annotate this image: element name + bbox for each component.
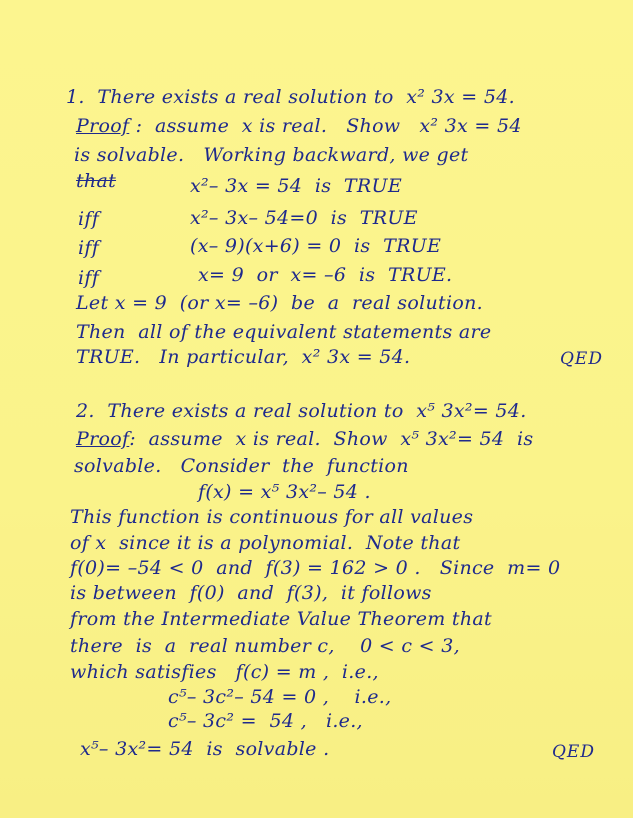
problem2-qed: QED <box>552 742 595 762</box>
problem1-proof-rest: : assume x is real. Show x² 3x = 54 <box>129 115 522 137</box>
problem1-eq4: x= 9 or x= –6 is TRUE. <box>198 264 453 286</box>
problem1-eq3: (x– 9)(x+6) = 0 is TRUE <box>190 235 442 257</box>
problem2-fx: f(x) = x⁵ 3x²– 54 . <box>198 481 371 503</box>
problem2-line9: from the Intermediate Value Theorem that <box>70 608 492 630</box>
problem1-line3: is solvable. Working backward, we get <box>74 144 469 166</box>
problem2-proof-rest: : assume x is real. Show x⁵ 3x²= 54 is <box>129 428 534 450</box>
problem2-line13: c⁵– 3c² = 54 , i.e., <box>168 710 363 732</box>
problem1-statement: 1. There exists a real solution to x² 3x = 54. <box>66 86 515 108</box>
proof-label: Proof <box>76 115 130 137</box>
problem1-iff2: iff <box>78 237 100 259</box>
problem1-true-line: TRUE. In particular, x² 3x = 54. <box>76 346 411 368</box>
problem1-proof-line <box>76 115 522 137</box>
problem2-line11: which satisfies f(c) = m , i.e., <box>70 661 379 683</box>
problem2-line8: is between f(0) and f(3), it follows <box>70 582 432 604</box>
proof-label-2: Proof <box>76 428 130 450</box>
problem1-eq2: x²– 3x– 54=0 is TRUE <box>190 207 418 229</box>
problem1-iff3: iff <box>78 267 100 289</box>
problem2-proof-line <box>76 428 533 450</box>
problem2-line14: x⁵– 3x²= 54 is solvable . <box>80 738 330 760</box>
problem2-line12: c⁵– 3c²– 54 = 0 , i.e., <box>168 686 392 708</box>
problem2-line10: there is a real number c, 0 < c < 3, <box>70 635 460 657</box>
problem2-statement: 2. There exists a real solution to x⁵ 3x²= 54. <box>76 400 527 422</box>
problem2-line7: f(0)= –54 < 0 and f(3) = 162 > 0 . Since m= 0 <box>70 557 561 579</box>
problem1-then-line: Then all of the equivalent statements are <box>76 321 492 343</box>
problem1-eq1: x²– 3x = 54 is TRUE <box>190 175 402 197</box>
problem1-iff1: iff <box>78 208 100 230</box>
problem2-line3: solvable. Consider the function <box>74 455 409 477</box>
problem2-line6: of x since it is a polynomial. Note that <box>70 532 461 554</box>
problem2-line5: This function is continuous for all values <box>70 506 474 528</box>
problem1-let-line: Let x = 9 (or x= –6) be a real solution. <box>76 292 483 314</box>
problem1-struck-that: that <box>76 170 117 192</box>
problem1-qed: QED <box>560 349 603 369</box>
